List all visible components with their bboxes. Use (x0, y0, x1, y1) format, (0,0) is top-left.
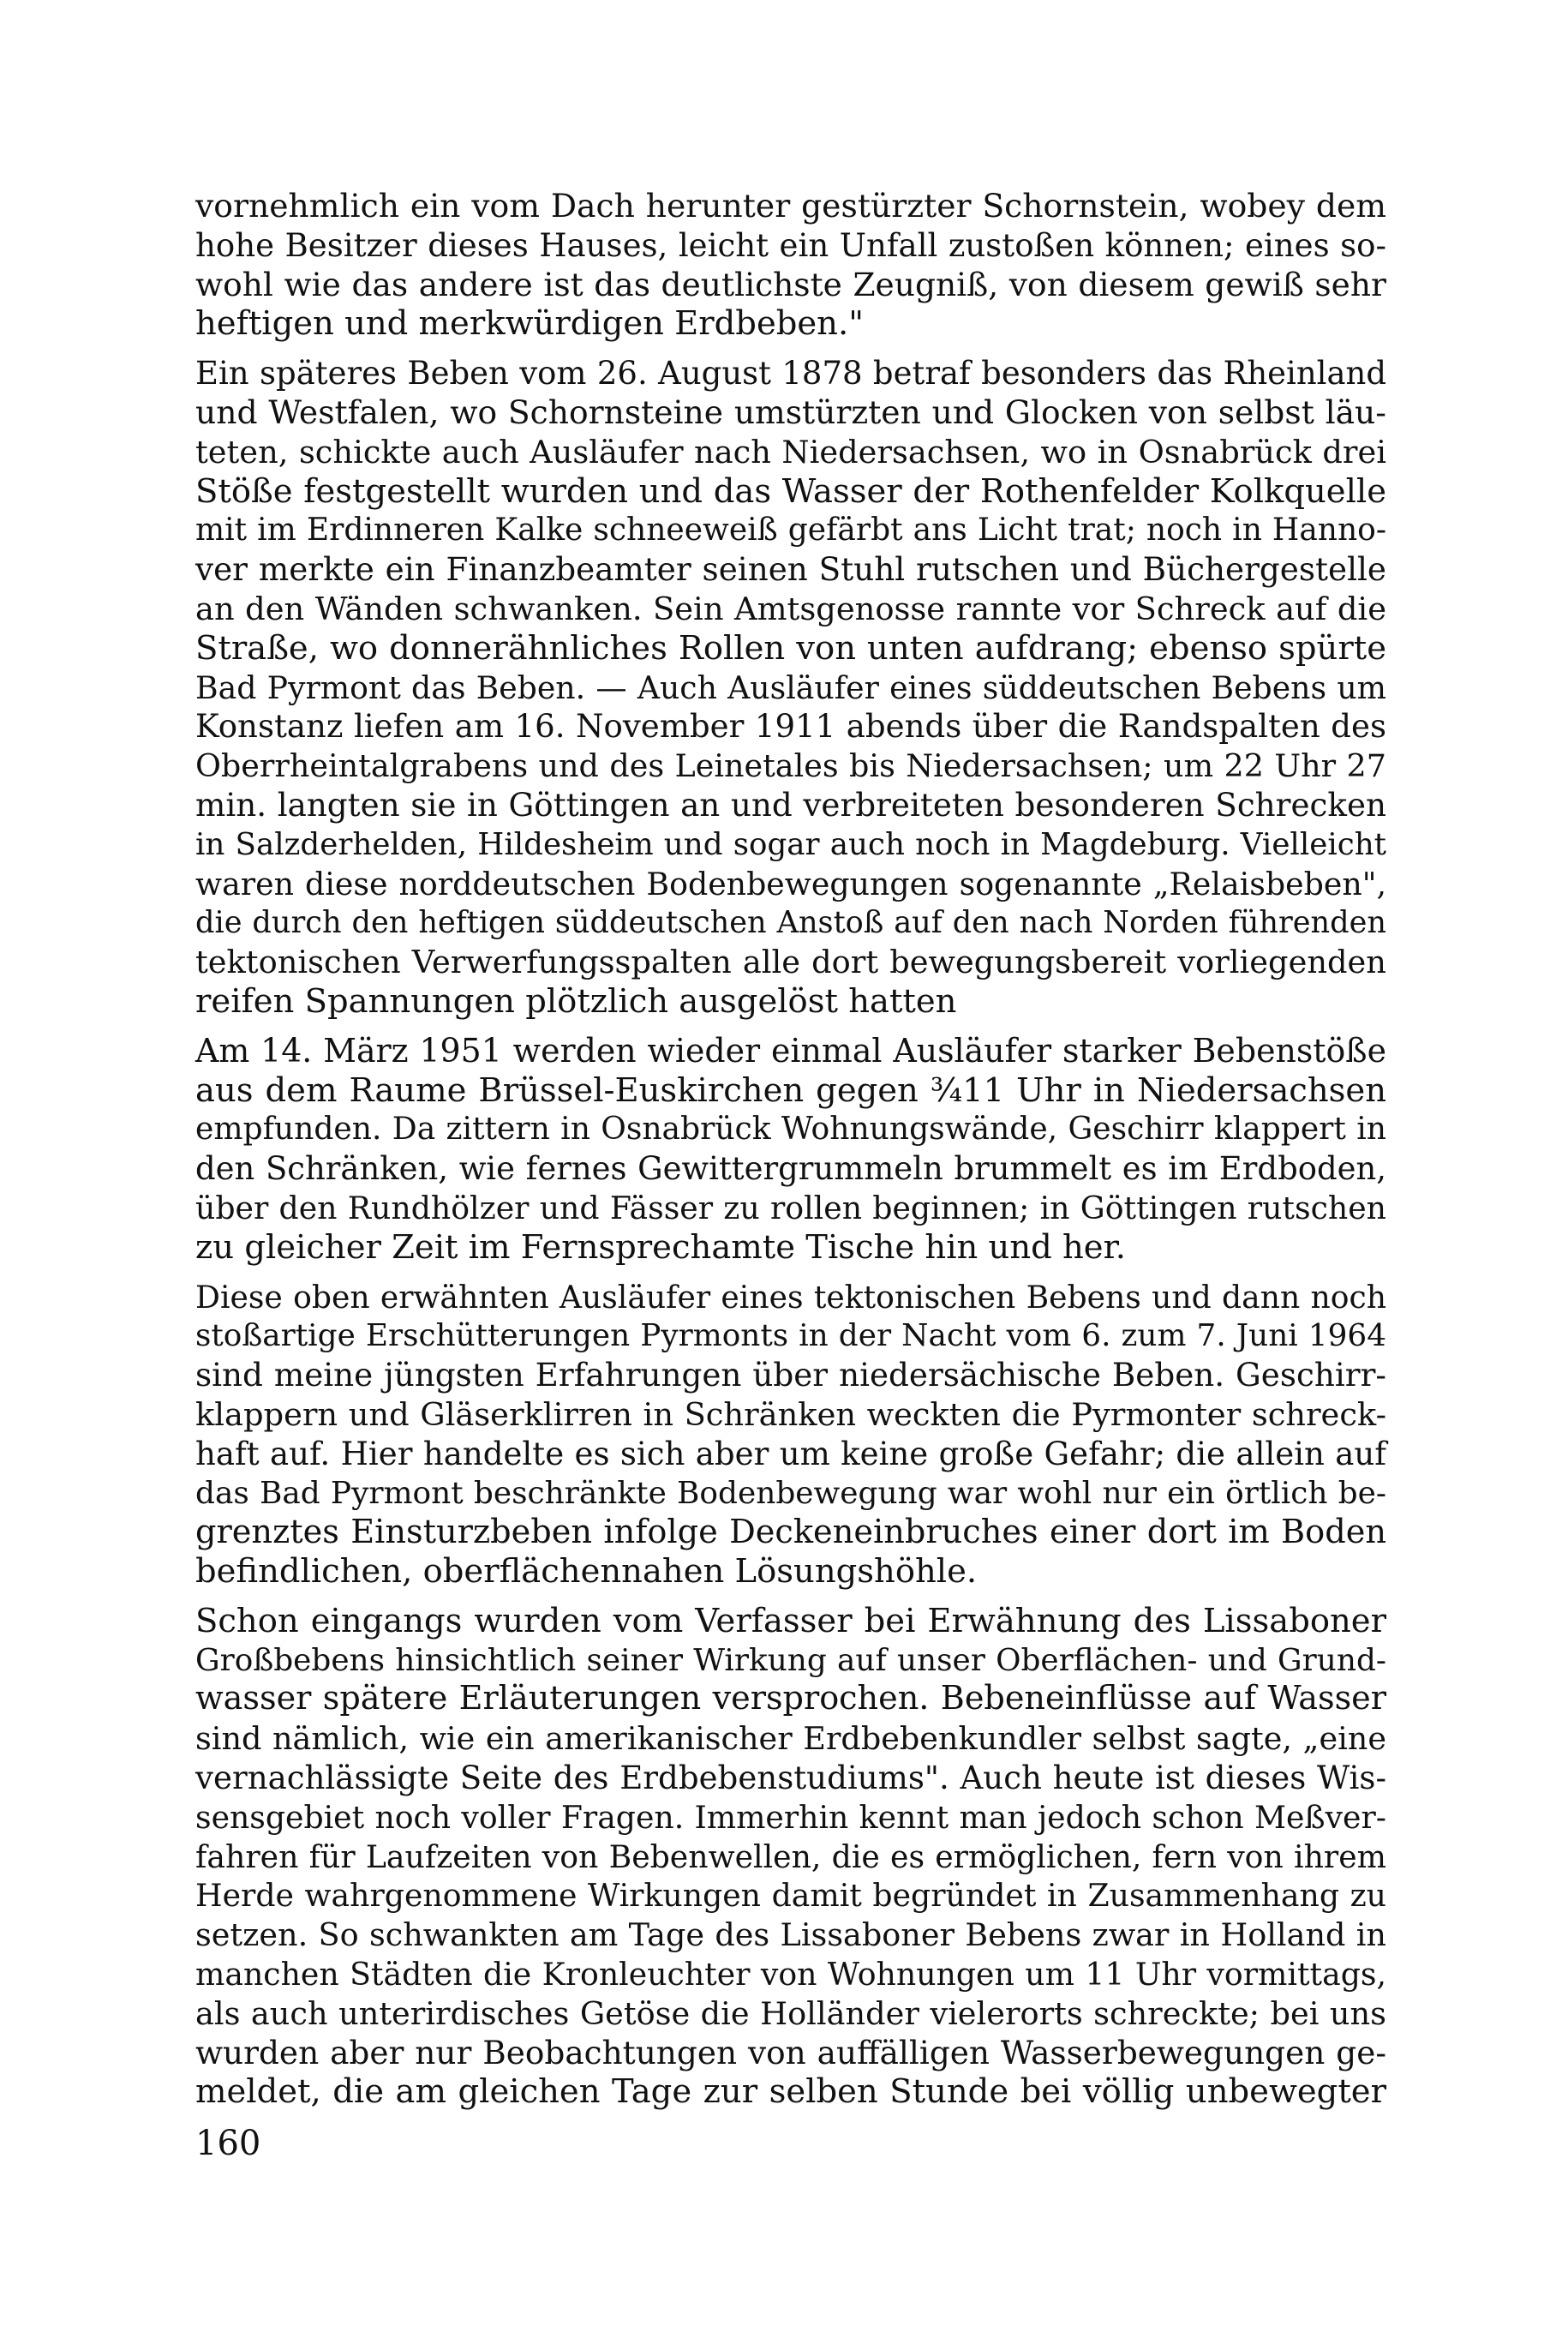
text-line: reifen Spannungen plötzlich ausgelöst hatten (195, 981, 957, 1021)
text-line: vornehmlich ein vom Dach herunter gestürzter Schornstein, wobey dem (195, 187, 1386, 225)
text-line: den Schränken, wie fernes Gewittergrummeln brummelt es im Erdboden, (195, 1150, 1386, 1188)
text-line: manchen Städten die Kronleuchter von Wohnungen um 11 Uhr vormittags, (195, 1956, 1386, 1993)
text-line: Herde wahrgenommene Wirkungen damit begründet in Zusammenhang zu (195, 1877, 1386, 1915)
text-line: vernachlässigte Seite des Erdbebenstudiums". Auch heute ist dieses Wis- (195, 1759, 1386, 1797)
text-line: zu gleicher Zeit im Fernsprechamte Tische hin und her. (195, 1227, 1127, 1267)
text-line: mit im Erdinneren Kalke schneeweiß gefärbt ans Licht trat; noch in Hanno- (195, 513, 1386, 549)
text-line: wasser spätere Erläuterungen versprochen. Bebeneinflüsse auf Wasser (195, 1680, 1386, 1718)
text-line: wohl wie das andere ist das deutlichste Zeugniß, von diesem gewiß sehr (195, 265, 1386, 303)
text-line: Oberrheintalgrabens und des Leinetales bis Niedersachsen; um 22 Uhr 27 (195, 747, 1386, 785)
text-line: Schon eingangs wurden vom Verfasser bei Erwähnung des Lissaboner (195, 1601, 1386, 1640)
text-line: sind meine jüngsten Erfahrungen über niedersächische Beben. Geschirr- (195, 1356, 1386, 1394)
text-line: stoßartige Erschütterungen Pyrmonts in der Nacht vom 6. zum 7. Juni 1964 (195, 1318, 1386, 1354)
text-line: sensgebiet noch voller Fragen. Immerhin kennt man jedoch schon Meßver- (195, 1798, 1386, 1836)
text-line: das Bad Pyrmont beschränkte Bodenbewegung war wohl nur ein örtlich be- (195, 1475, 1386, 1511)
text-line: fahren für Laufzeiten von Bebenwellen, die es ermöglichen, fern von ihrem (195, 1837, 1386, 1875)
paragraph-4 (195, 1278, 1386, 1592)
text-line: waren diese norddeutschen Bodenbewegungen sogenannte „Relaisbeben", (195, 865, 1386, 902)
paragraph-1 (195, 187, 1386, 344)
text-line: aus dem Raume Brüssel-Euskirchen gegen ¾11 Uhr in Niedersachsen (195, 1070, 1386, 1110)
text-line: empfunden. Da zittern in Osnabrück Wohnungswände, Geschirr klappert in (195, 1111, 1386, 1148)
text-line: Straße, wo donnerähnliches Rollen von unten aufdrang; ebenso spürte (195, 628, 1386, 668)
text-line: Stöße festgestellt wurden und das Wasser der Rothenfelder Kolkquelle (195, 471, 1386, 511)
text-line: min. langten sie in Göttingen an und verbreiteten besonderen Schrecken (195, 785, 1386, 824)
text-line: in Salzderhelden, Hildesheim und sogar auch noch in Magdeburg. Vielleicht (195, 826, 1386, 862)
text-line: tektonischen Verwerfungsspalten alle dort bewegungsbereit vorliegenden (195, 944, 1386, 981)
text-line: befindlichen, oberflächennahen Lösungshöhle. (195, 1552, 978, 1592)
text-line: und Westfalen, wo Schornsteine umstürzten und Glocken von selbst läu- (195, 393, 1386, 431)
text-line: Großbebens hinsichtlich seiner Wirkung auf unser Oberflächen- und Grund- (195, 1642, 1386, 1678)
text-line: setzen. So schwankten am Tage des Lissaboner Bebens zwar in Holland in (195, 1916, 1386, 1954)
text-line: Am 14. März 1951 werden wieder einmal Ausläufer starker Bebenstöße (195, 1031, 1386, 1070)
text-line: teten, schickte auch Ausläufer nach Niedersachsen, wo in Osnabrück drei (195, 433, 1386, 471)
text-line: an den Wänden schwanken. Sein Amtsgenosse rannte vor Schreck auf die (195, 590, 1386, 627)
text-line: wurden aber nur Beobachtungen von auffälligen Wasserbewegungen ge- (195, 2033, 1386, 2071)
text-line: heftigen und merkwürdigen Erdbeben." (195, 304, 864, 344)
text-line: die durch den heftigen süddeutschen Anstoß auf den nach Norden führenden (195, 905, 1386, 941)
paragraph-5 (195, 1602, 1386, 2112)
text-line: Ein späteres Beben vom 26. August 1878 betraf besonders das Rheinland (195, 355, 1386, 393)
text-line: sind nämlich, wie ein amerikanischer Erdbebenkundler selbst sagte, „eine (195, 1720, 1386, 1758)
text-line: Diese oben erwähnten Ausläufer eines tektonischen Bebens und dann noch (195, 1278, 1386, 1316)
page-body (195, 187, 1386, 2112)
text-line: Bad Pyrmont das Beben. — Auch Ausläufer eines süddeutschen Bebens um (195, 668, 1386, 706)
text-line: haft auf. Hier handelte es sich aber um keine große Gefahr; die allein auf (195, 1435, 1386, 1472)
text-line: meldet, die am gleichen Tage zur selben Stunde bei völlig unbewegter (195, 2072, 1386, 2112)
text-line: Konstanz liefen am 16. November 1911 abends über die Randspalten des (195, 708, 1386, 746)
text-line: klappern und Gläserklirren in Schränken weckten die Pyrmonter schreck- (195, 1395, 1386, 1433)
paragraph-3 (195, 1032, 1386, 1268)
text-line: als auch unterirdisches Getöse die Holländer vielerorts schreckte; bei uns (195, 1994, 1386, 2032)
text-line: ver merkte ein Finanzbeamter seinen Stuhl rutschen und Büchergestelle (195, 550, 1386, 589)
text-line: über den Rundhölzer und Fässer zu rollen beginnen; in Göttingen rutschen (195, 1189, 1386, 1226)
text-line: hohe Besitzer dieses Hauses, leicht ein Unfall zustoßen können; eines so- (195, 226, 1386, 264)
page-number: 160 (195, 2124, 261, 2163)
text-line: grenztes Einsturzbeben infolge Deckeneinbruches einer dort im Boden (195, 1513, 1386, 1552)
paragraph-2 (195, 354, 1386, 1022)
